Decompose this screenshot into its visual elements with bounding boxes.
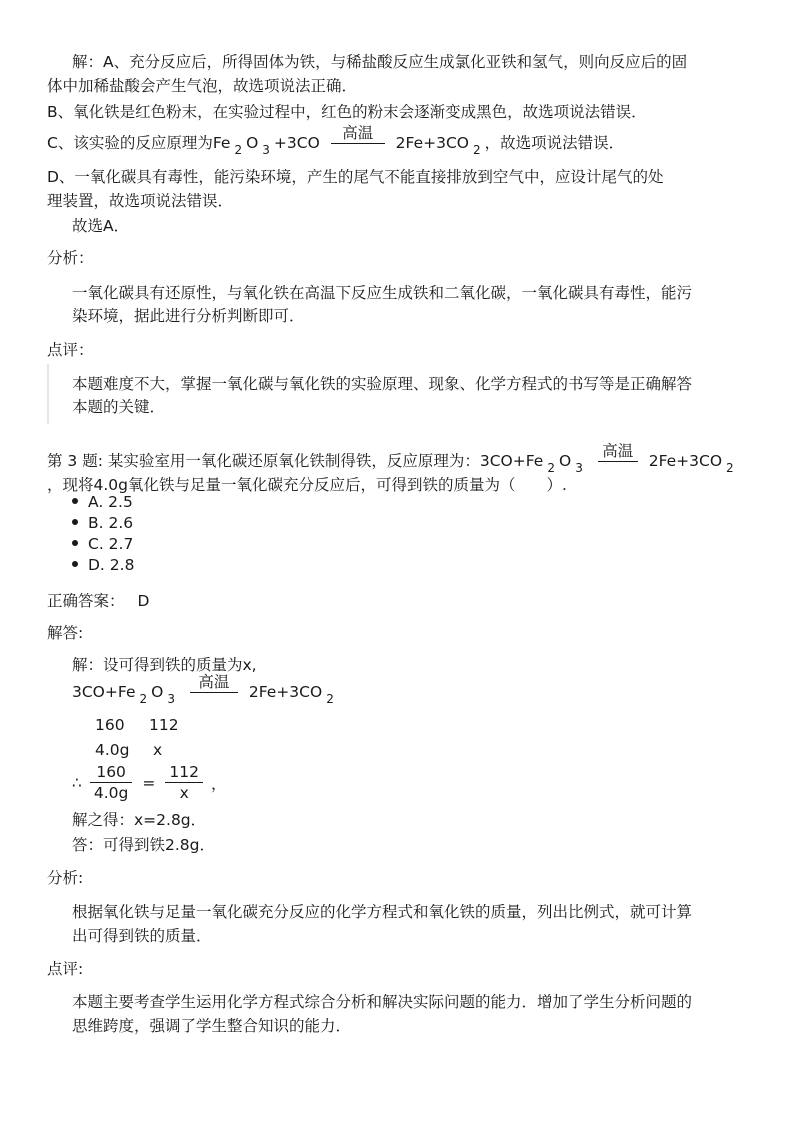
question-3-stem bbox=[47, 442, 738, 475]
formula-o: O bbox=[558, 452, 572, 470]
proportion-equation bbox=[72, 762, 226, 803]
fraction-denominator: x bbox=[179, 784, 189, 802]
formula-o: O bbox=[246, 134, 259, 152]
subscript: 2 bbox=[234, 143, 243, 157]
solution-line-1: 解：设可得到铁的质量为x, bbox=[72, 656, 257, 674]
analysis-line-1: 一氧化碳具有还原性，与氧化铁在高温下反应生成铁和二氧化碳，一氧化碳具有毒性，能污 bbox=[72, 284, 693, 302]
solution-a-line-1: 解：A、充分反应后，所得固体为铁，与稀盐酸反应生成氯化亚铁和氢气，则向反应后的固 bbox=[72, 53, 688, 71]
reaction-condition bbox=[331, 124, 385, 144]
reaction-condition bbox=[190, 673, 238, 693]
mass-row-1-b: 112 bbox=[149, 716, 179, 734]
analysis-line-2: 染环境，据此进行分析判断即可． bbox=[72, 307, 305, 325]
subscript: 2 bbox=[726, 461, 734, 475]
subscript: 3 bbox=[262, 143, 270, 157]
equation-reactants: 3CO+Fe bbox=[72, 683, 136, 701]
fraction-denominator: 4.0g bbox=[93, 784, 129, 802]
subscript: 2 bbox=[139, 692, 148, 706]
mass-row-2-b: x bbox=[153, 741, 163, 759]
bullet-icon bbox=[72, 561, 78, 567]
subscript: 3 bbox=[575, 461, 583, 475]
solve-result: 解之得：x=2.8g． bbox=[72, 811, 207, 829]
fraction-numerator: 160 bbox=[90, 762, 133, 783]
solution-c-suffix: ，故选项说法错误． bbox=[484, 134, 625, 152]
option-label: B. 2.6 bbox=[88, 514, 134, 532]
mass-row-1-a: 160 bbox=[95, 716, 125, 734]
bullet-icon bbox=[72, 519, 78, 525]
subscript: 2 bbox=[473, 143, 481, 157]
analysis-label: 分析: bbox=[47, 869, 84, 887]
condition-label: 高温 bbox=[342, 124, 374, 142]
solution-a-line-2: 体中加稀盐酸会产生气泡，故选项说法正确． bbox=[47, 77, 358, 95]
question-3-text: 第 3 题: 某实验室用一氧化碳还原氧化铁制得铁，反应原理为：3CO+Fe bbox=[47, 452, 544, 470]
solution-choice: 故选A． bbox=[72, 217, 130, 235]
option-label: C. 2.7 bbox=[88, 535, 134, 553]
formula-reactant: +3CO bbox=[273, 134, 320, 152]
fraction-left bbox=[90, 762, 133, 803]
correct-answer-label: 正确答案： bbox=[47, 592, 125, 610]
fraction-numerator: 112 bbox=[165, 762, 203, 783]
subscript: 3 bbox=[167, 692, 175, 706]
solution-d-line-1: D、一氧化碳具有毒性，能污染环境，产生的尾气不能直接排放到空气中，应设计尾气的处 bbox=[47, 168, 664, 186]
answer-options bbox=[72, 492, 134, 576]
solution-b: B、氧化铁是红色粉末，在实验过程中，红色的粉末会逐渐变成黑色，故选项说法错误． bbox=[47, 103, 647, 121]
formula-o: O bbox=[151, 683, 164, 701]
review-label: 点评: bbox=[47, 960, 84, 978]
subscript: 2 bbox=[547, 461, 555, 475]
option-label: D. 2.8 bbox=[88, 556, 135, 574]
option-d[interactable] bbox=[72, 555, 134, 576]
solution-c-prefix: C、该实验的反应原理为Fe bbox=[47, 134, 231, 152]
subscript: 2 bbox=[326, 692, 334, 706]
analysis-line-1: 根据氧化铁与足量一氧化碳充分反应的化学方程式和氧化铁的质量，列出比例式，就可计算 bbox=[72, 903, 693, 921]
equation-products: 2Fe+3CO bbox=[248, 683, 323, 701]
review-label: 点评： bbox=[47, 341, 94, 359]
analysis-label: 分析： bbox=[47, 249, 94, 267]
condition-label: 高温 bbox=[602, 442, 634, 460]
condition-arrow bbox=[598, 461, 638, 462]
fraction-right bbox=[165, 762, 203, 803]
therefore-symbol: ∴ bbox=[72, 773, 82, 792]
comma: ， bbox=[210, 774, 227, 793]
condition-arrow bbox=[331, 143, 385, 144]
formula-product: 2Fe+3CO bbox=[395, 134, 470, 152]
option-b[interactable] bbox=[72, 513, 134, 534]
mass-row-2-a: 4.0g bbox=[95, 741, 130, 759]
solution-c bbox=[47, 124, 625, 157]
correct-answer bbox=[47, 589, 149, 611]
formula-product: 2Fe+3CO bbox=[648, 452, 723, 470]
option-label: A. 2.5 bbox=[88, 493, 133, 511]
solution-label: 解答: bbox=[47, 624, 84, 642]
solution-d-line-2: 理装置，故选项说法错误． bbox=[47, 192, 234, 210]
condition-arrow bbox=[190, 692, 238, 693]
correct-answer-value: D bbox=[137, 592, 150, 610]
bullet-icon bbox=[72, 540, 78, 546]
quote-rule bbox=[47, 364, 49, 424]
option-c[interactable] bbox=[72, 534, 134, 555]
condition-label: 高温 bbox=[198, 673, 230, 691]
bullet-icon bbox=[72, 498, 78, 504]
option-a[interactable] bbox=[72, 492, 134, 513]
review-line-2: 本题的关键． bbox=[72, 398, 166, 416]
review-line-1: 本题主要考查学生运用化学方程式综合分析和解决实际问题的能力．增加了学生分析问题的 bbox=[72, 993, 693, 1011]
reaction-condition bbox=[598, 442, 638, 462]
equals-sign: = bbox=[142, 773, 156, 792]
chemical-equation bbox=[72, 673, 338, 706]
question-3-stem-line-2: ，现将4.0g氧化铁与足量一氧化碳充分反应后，可得到铁的质量为（ ）. bbox=[47, 476, 567, 494]
review-line-2: 思维跨度，强调了学生整合知识的能力． bbox=[72, 1017, 352, 1035]
final-answer: 答：可得到铁2.8g． bbox=[72, 836, 215, 854]
review-line-1: 本题难度不大，掌握一氧化碳与氧化铁的实验原理、现象、化学方程式的书写等是正确解答 bbox=[72, 375, 693, 393]
analysis-line-2: 出可得到铁的质量． bbox=[72, 927, 212, 945]
